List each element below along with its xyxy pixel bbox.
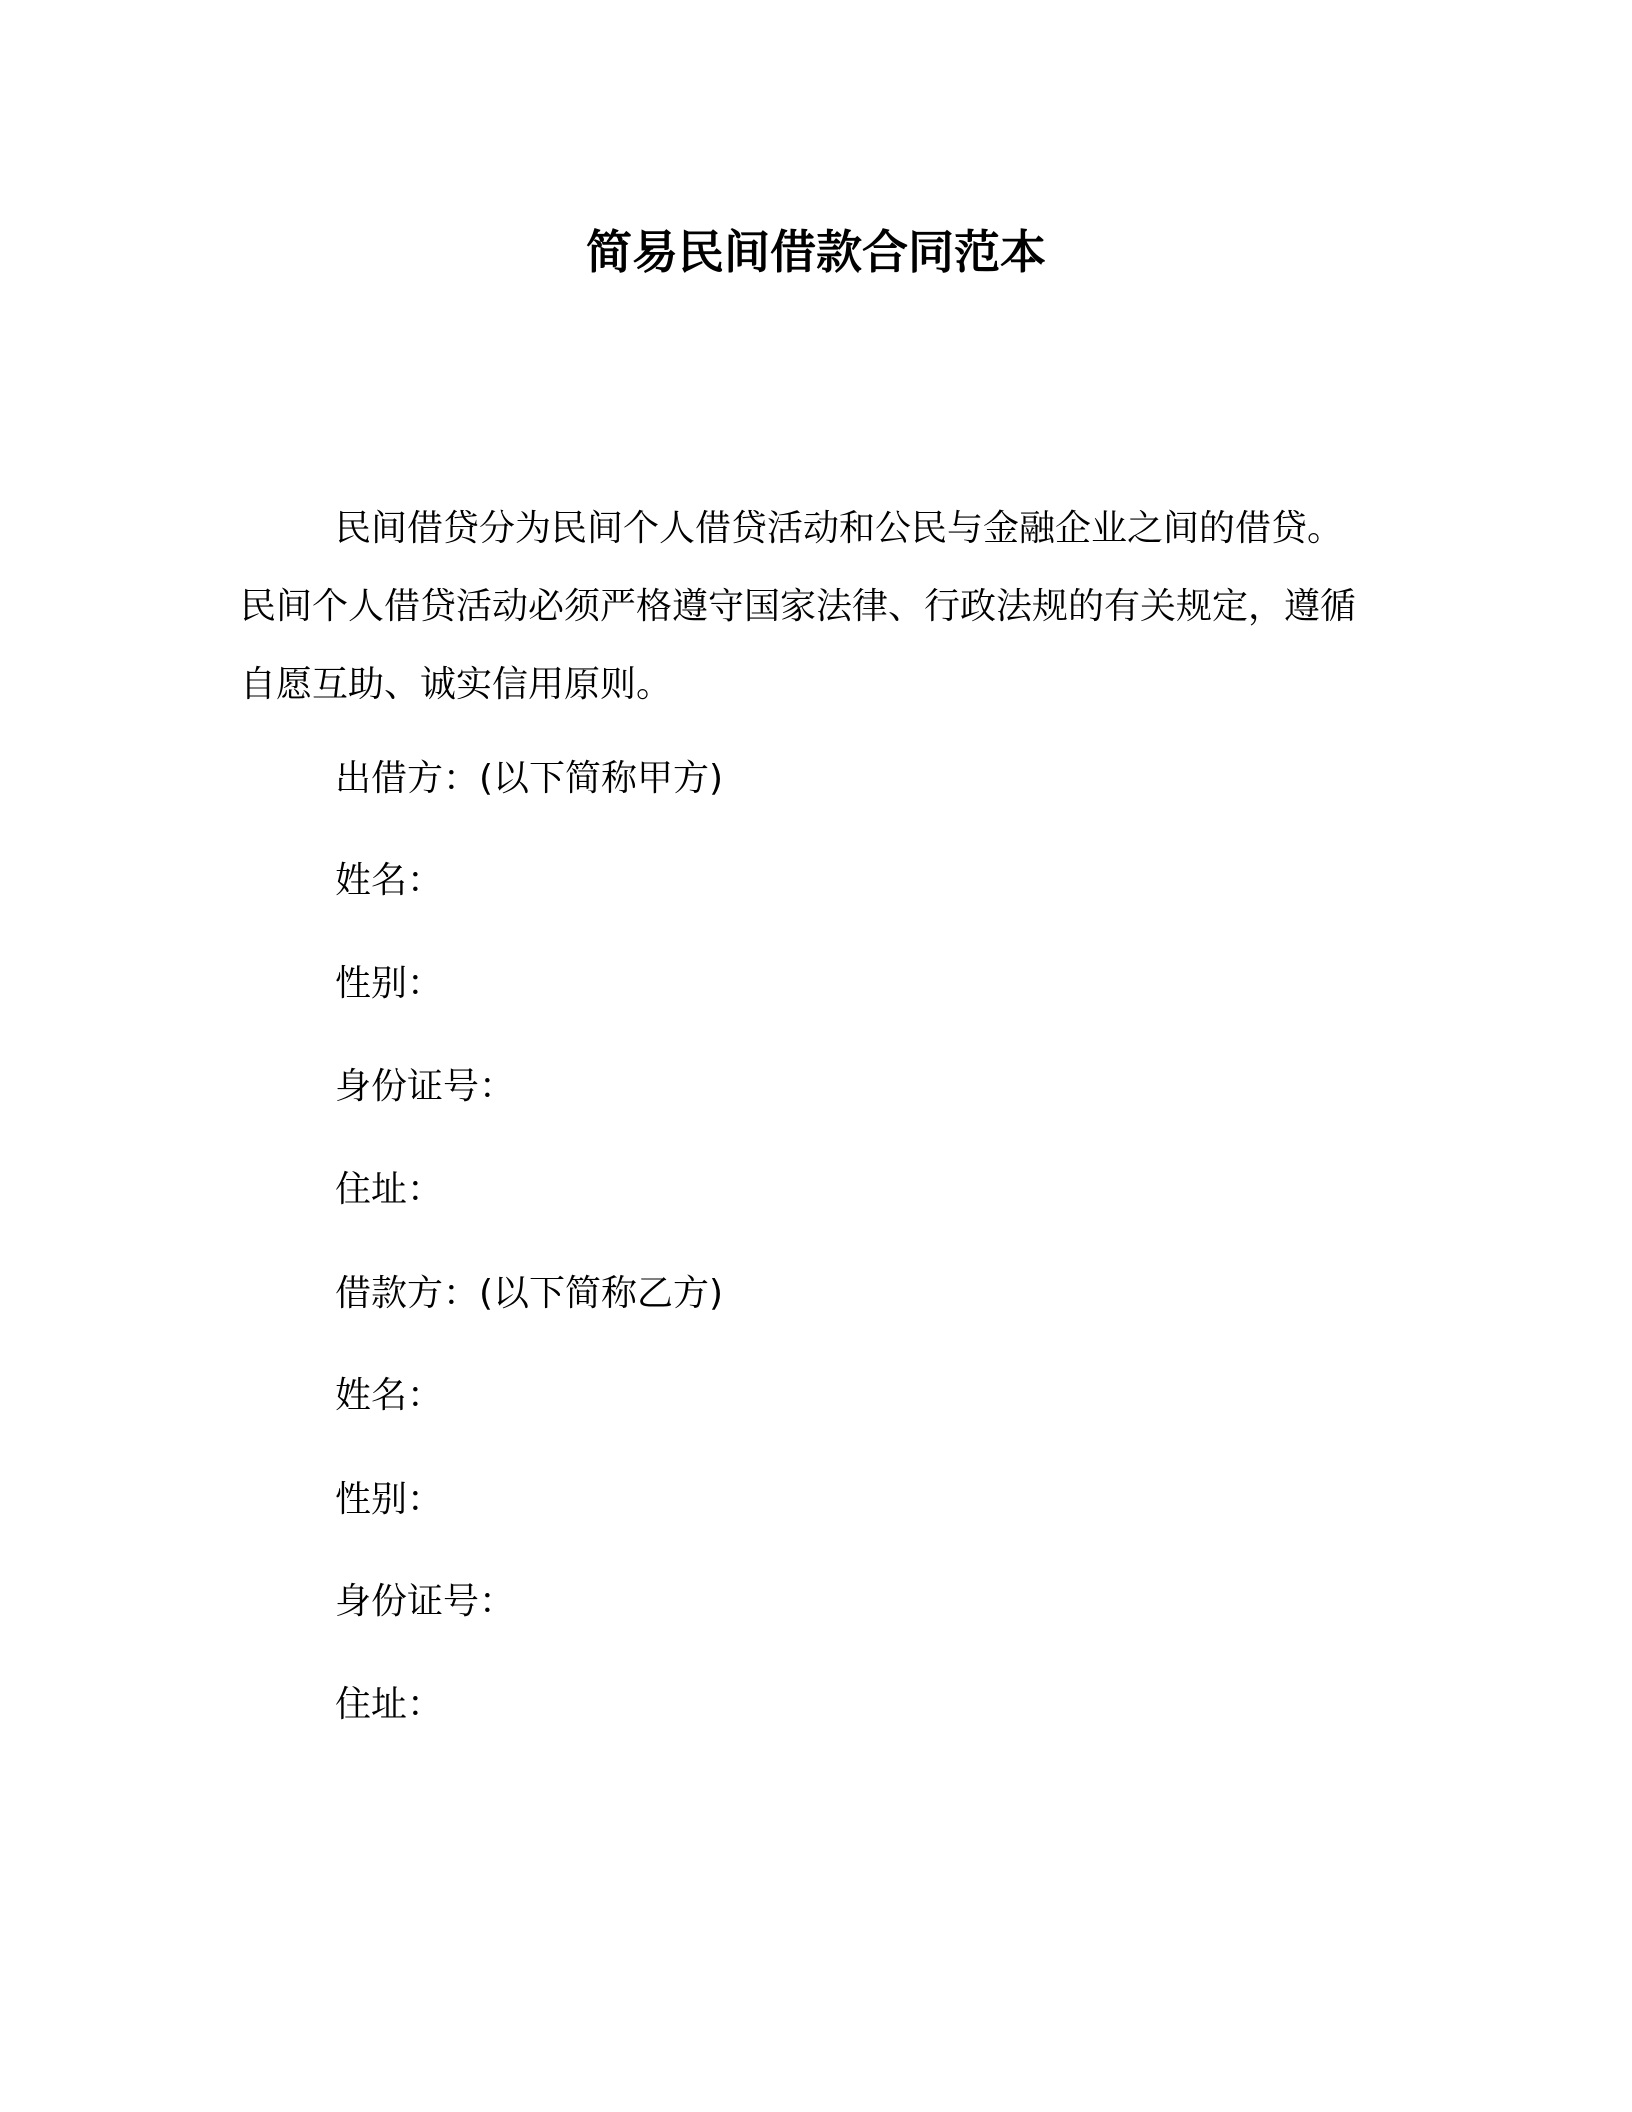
lender-address-label: 住址：: [335, 1169, 444, 1210]
lender-name-label: 姓名：: [335, 860, 444, 901]
borrower-address-label: 住址：: [335, 1684, 444, 1725]
borrower-gender-label: 性别：: [335, 1479, 444, 1520]
lender-heading: 出借方：(以下简称甲方): [335, 758, 724, 799]
borrower-name-label: 姓名：: [335, 1375, 444, 1416]
borrower-id-label: 身份证号：: [335, 1581, 516, 1622]
document-title: 简易民间借款合同范本: [586, 225, 1046, 279]
borrower-heading: 借款方：(以下简称乙方): [335, 1273, 724, 1314]
lender-id-label: 身份证号：: [335, 1066, 516, 1107]
intro-paragraph: 民间借贷分为民间个人借贷活动和公民与金融企业之间的借贷。民间个人借贷活动必须严格遵守国家法律、行政法规的有关规定，遵循自愿互助、诚实信用原则。: [240, 508, 1357, 705]
lender-gender-label: 性别：: [335, 963, 444, 1004]
